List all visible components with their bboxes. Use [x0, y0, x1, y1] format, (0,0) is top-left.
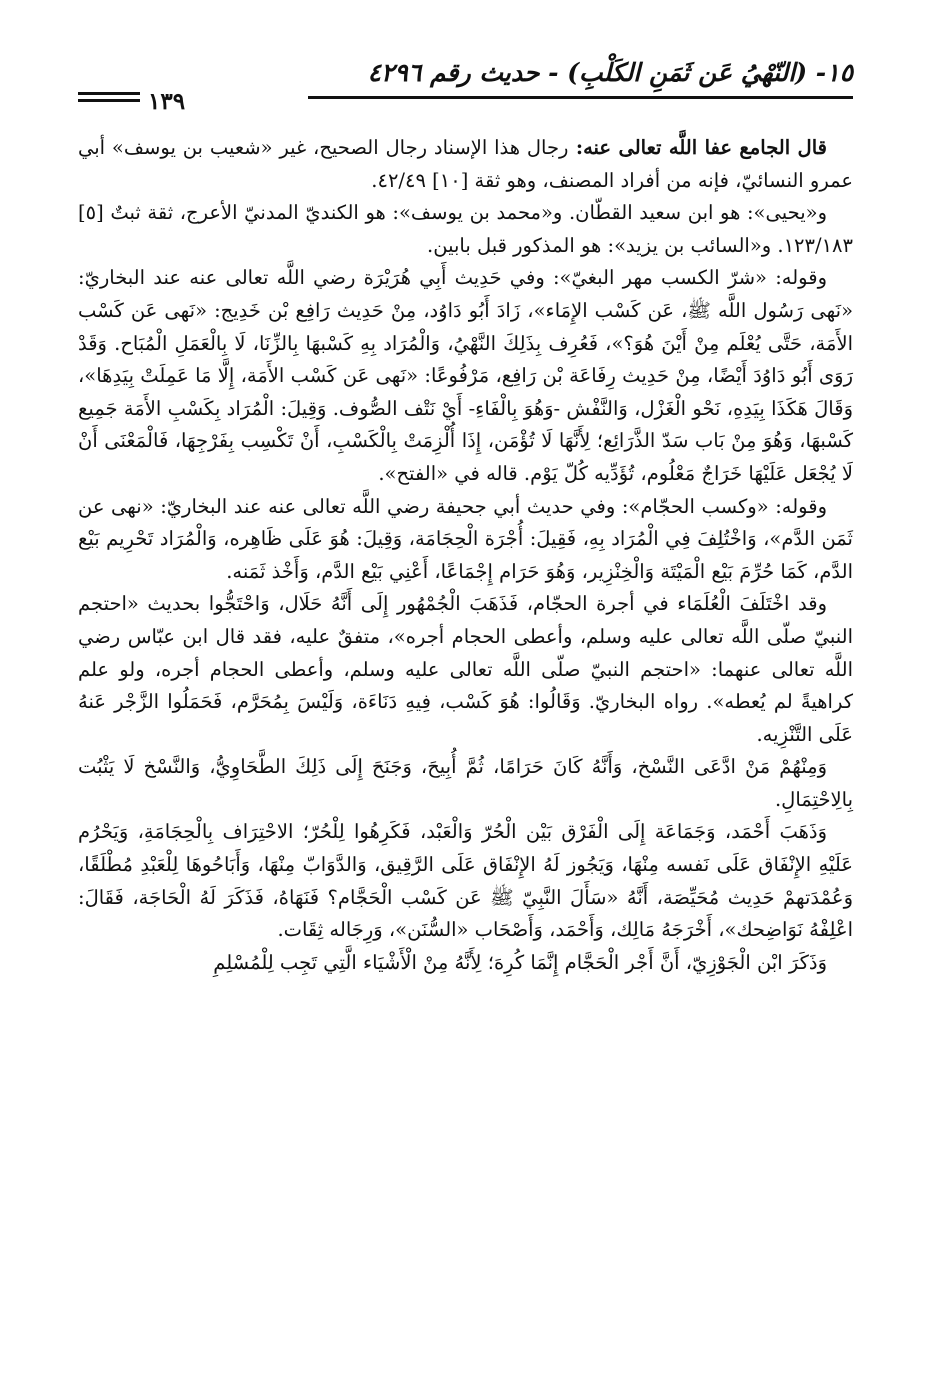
- paragraph-text: وَذَكَرَ ابْن الْجَوْزِيّ، أَنَّ أَجْر الْحَجَّام إِنَّمَا كُرِهَ؛ لِأَنَّهُ مِنْ الْأَشْيَاء الَّتِي تَجِب لِلْمُسْلِمِ: [213, 950, 827, 974]
- paragraph: [78, 197, 853, 262]
- page-number-rule-top: [78, 92, 140, 95]
- paragraph: [78, 132, 853, 197]
- paragraph-text: وَمِنْهُمْ مَنْ ادَّعَى النَّسْخ، وَأَنَّهُ كَانَ حَرَامًا، ثُمَّ أُبِيحَ، وَجَنَحَ إِلَى ذَلِكَ الطَّحَاوِيُّ، وَالنَّسْخ لَا يَثْبُت بِالِاحْتِمَالِ.: [78, 755, 853, 811]
- paragraph: [78, 816, 853, 946]
- paragraph-text: وقد اخْتَلَفَ الْعُلَمَاء في أجرة الحجّام، فَذَهَبَ الْجُمْهُور إِلَى أَنَّهُ حَلَال، وَاحْتَجُّوا بحديث «احتجم النبيّ صلّى اللَّه تعالى عليه وسلم، وأعطى الحجام أجره»، متفقٌ عليه، فقد قال ابن عبّاس رضي اللَّه تعالى عنهما: «احتجم النبيّ صلّى اللَّه تعالى عليه وسلم، وأعطى الحجام أجره، ولو علم كراهيةً لم يُعطه». رواه البخاريّ. وَقَالُوا: هُوَ كَسْب، فِيهِ دَنَاءَة، وَلَيْسَ بِمُحَرَّم، فَحَمَلُوا الزَّجْر عَنهُ عَلَى التَّنْزِيه.: [78, 592, 853, 746]
- paragraph-text: و«يحيى»: هو ابن سعيد القطّان. و«محمد بن يوسف»: هو الكنديّ المدنيّ الأعرج، ثقة ثبتٌ [٥] ١٢٣/١٨٣. و«السائب بن يزيد»: هو المذكور قبل بابين.: [78, 201, 853, 257]
- paragraph: [78, 491, 853, 589]
- paragraph-text: وَذَهَبَ أَحْمَد، وَجَمَاعَة إِلَى الْفَرْق بَيْن الْحُرّ وَالْعَبْد، فَكَرِهُوا لِلْحُرّ؛ الاحْتِرَاف بِالْحِجَامَةِ، وَيَحْرُم عَلَيْهِ الإِنْفَاق عَلَى نَفسه مِنْهَا، وَيَجُوز لَهُ الإِنْفَاق عَلَى الرَّقِيق، وَالدَّوَابّ مِنْهَا، وَأَبَاحُوهَا لِلْعَبْدِ مُطْلَقًا، وَعُمْدَتهمْ حَدِيث مُحَيِّصَة، أَنَّهُ «سَأَلَ النَّبِيّ ﷺ عَن كَسْب الْحَجَّام؟ فَنَهَاهُ، فَذَكَرَ لَهُ الْحَاجَة، فَقَالَ: اعْلِفْهُ نَوَاضِحك»، أَخْرَجَهُ مَالِك، وَأَحْمَد، وَأَصْحَاب «السُّنَن»، وَرِجَاله ثِقَات.: [78, 820, 853, 942]
- paragraph-lead: قال الجامع عفا اللَّه تعالى عنه:: [568, 136, 827, 159]
- paragraph-text: رجال هذا الإسناد رجال الصحيح، غير «شعيب بن يوسف» أبي عمرو النسائيّ، فإنه من أفراد المصنف، وهو ثقة [١٠] ٤٢/٤٩.: [78, 136, 853, 192]
- header-rule: [308, 96, 853, 99]
- page-number-rule-bottom: [78, 99, 140, 102]
- page-number: ١٣٩: [148, 88, 186, 115]
- paragraph: [78, 588, 853, 751]
- paragraph: [78, 262, 853, 490]
- body-text: [78, 132, 853, 979]
- paragraph-text: وقوله: «وكسب الحجّام»: وفي حديث أبي جحيفة رضي اللَّه تعالى عنه عند البخاريّ: «نهى عن ثَمَن الدَّم»، وَاخْتُلِفَ فِي الْمُرَاد بِهِ، فَقِيلَ: أُجْرَة الْحِجَامَة، وَقِيلَ: هُوَ عَلَى ظَاهِره، وَالْمُرَاد تَحْرِيم بَيْع الدَّم، كَمَا حُرِّمَ بَيْع الْمَيْتَة وَالْخِنْزِير، وَهُوَ حَرَام إِجْمَاعًا، أَعْنِي بَيْع الدَّم، وَأَخْذ ثَمَنه.: [78, 494, 853, 583]
- page-header: [78, 58, 853, 115]
- paragraph: [78, 751, 853, 816]
- running-title: ١٥- (النّهْيُ عَن ثَمَنِ الكَلْبِ) - حديث رقم ٤٢٩٦: [367, 58, 853, 87]
- paragraph-text: وقوله: «شرّ الكسب مهر البغيّ»: وفي حَدِيث أَبِي هُرَيْرَة رضي اللَّه تعالى عنه عند البخاريّ: «نَهى رَسُول اللَّه ﷺ، عَن كَسْب الإِمَاء»، زَادَ أَبُو دَاوُد، مِنْ حَدِيث رَافِع بْن خَدِيج: «نَهى عَن كَسْب الأَمَة، حَتَّى يُعْلَم مِنْ أَيْنَ هُوَ؟»، فَعُرِف بِذَلِكَ النَّهْيُ، وَالْمُرَاد بِهِ كَسْبهَا بِالزِّنَا، لَا بِالْعَمَلِ الْمُبَاح. وَقَدْ رَوَى أَبُو دَاوُدَ أَيْضًا، مِنْ حَدِيث رِفَاعَة بْن رَافِع، مَرْفُوعًا: «نَهى عَن كَسْب الأَمَة، إِلَّا مَا عَمِلَتْ بِيَدِهَا»، وَقَالَ هَكَذَا بِيَدِهِ، نَحْو الْغَزْل، وَالنَّفْش -وَهُوَ بِالْفَاءِ- أَيْ نَتْف الصُّوف. وَقِيلَ: الْمُرَاد بِكَسْبِ الأَمَة جَمِيع كَسْبهَا، وَهُوَ مِنْ بَاب سَدّ الذَّرَائِع؛ لِأَنَّهَا لَا تُؤْمَن، إِذَا أُلْزِمَتْ بِالْكَسْبِ، أَنْ تَكْسِب بِفَرْجِهَا، فَالْمَعْنَى أَنْ لَا يُجْعَل عَلَيْهَا خَرَاجٌ مَعْلُوم، تُؤَدِّيه كُلّ يَوْم. قاله في «الفتح».: [78, 266, 853, 485]
- paragraph: [78, 947, 853, 980]
